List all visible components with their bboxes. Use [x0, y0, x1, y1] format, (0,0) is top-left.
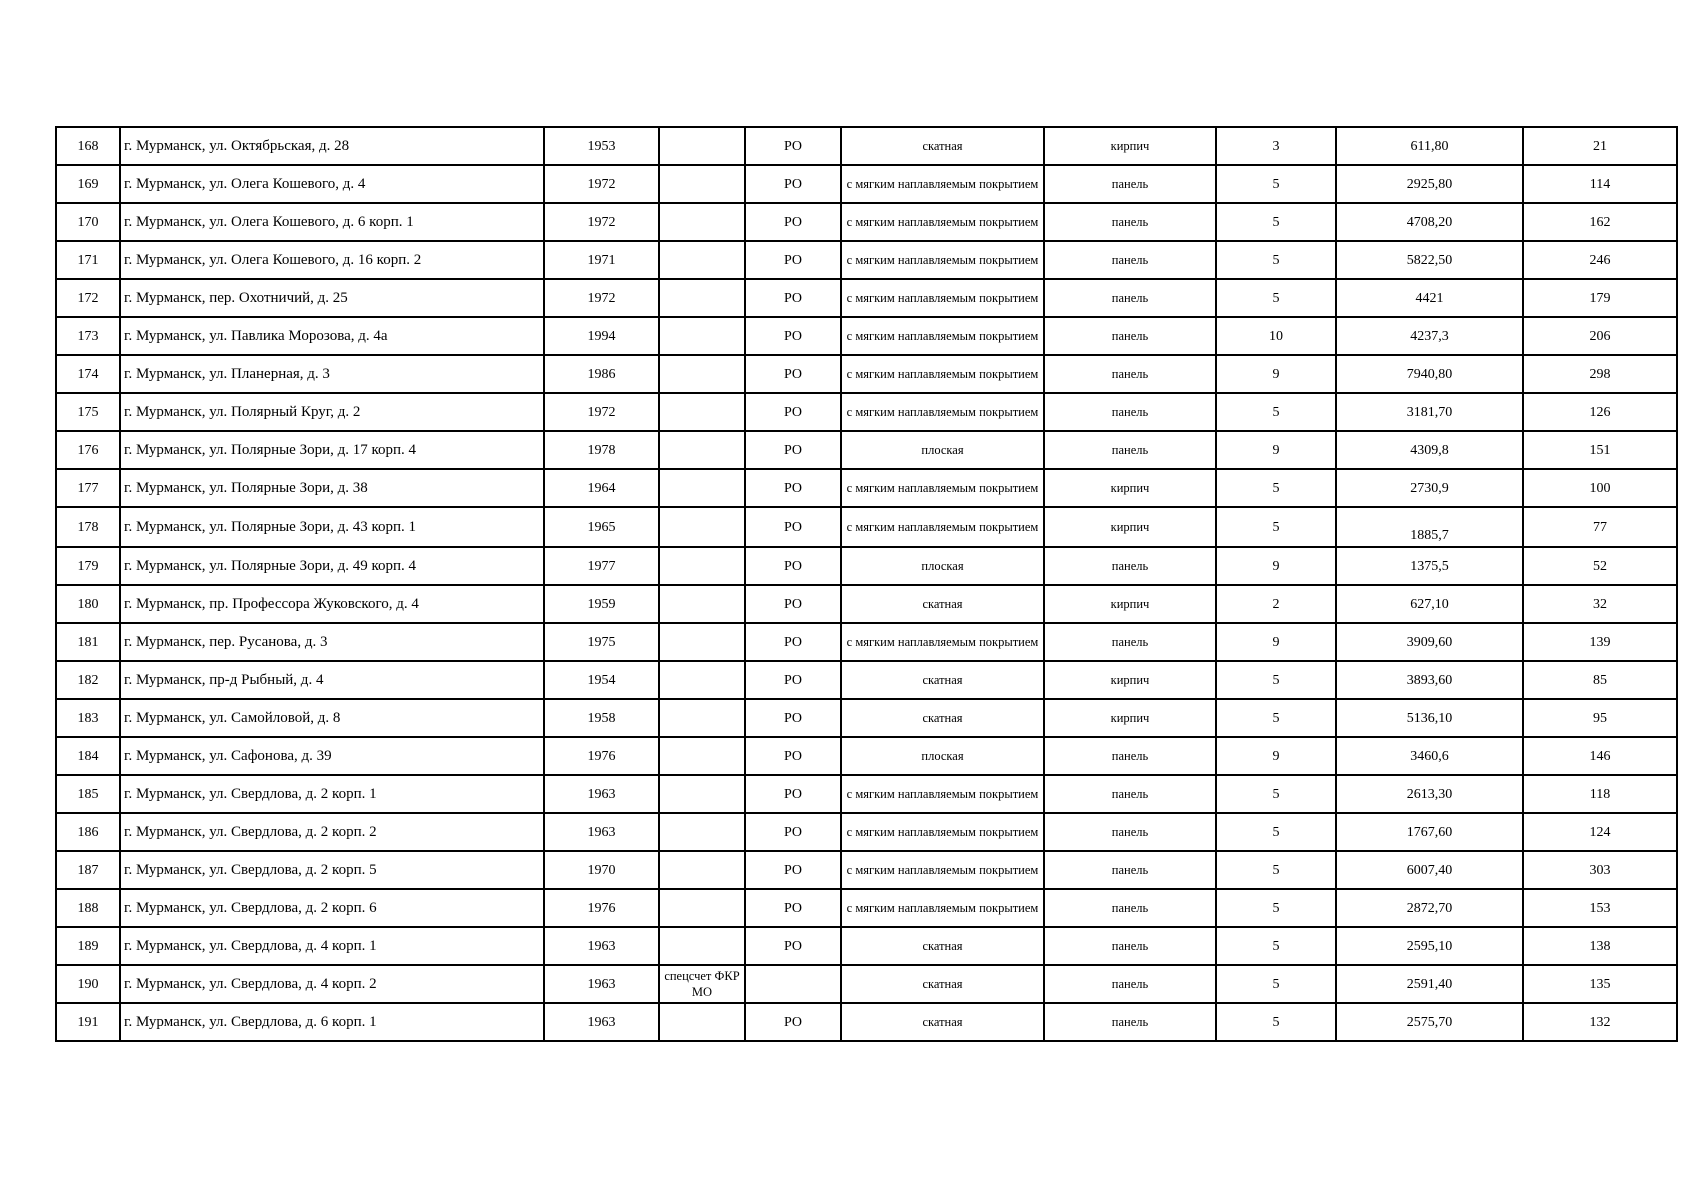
year-built-cell: 1959 [544, 585, 659, 623]
area-cell: 6007,40 [1336, 851, 1523, 889]
floors-cell: 5 [1216, 469, 1336, 507]
area-cell: 2575,70 [1336, 1003, 1523, 1041]
row-number-cell: 189 [56, 927, 120, 965]
floors-cell: 5 [1216, 851, 1336, 889]
residents-cell: 124 [1523, 813, 1677, 851]
floors-cell: 5 [1216, 165, 1336, 203]
table-row [56, 507, 1677, 547]
account-type-cell [659, 927, 745, 965]
housing-registry-table [55, 126, 1678, 1042]
roof-type-cell: с мягким наплавляемым покрытием [841, 507, 1044, 547]
row-number-cell: 180 [56, 585, 120, 623]
row-number-cell: 172 [56, 279, 120, 317]
fund-cell: РО [745, 547, 841, 585]
roof-type-cell: с мягким наплавляемым покрытием [841, 203, 1044, 241]
floors-cell: 5 [1216, 393, 1336, 431]
table-row [56, 279, 1677, 317]
account-type-cell [659, 813, 745, 851]
floors-cell: 9 [1216, 355, 1336, 393]
roof-type-cell: скатная [841, 927, 1044, 965]
table-row [56, 203, 1677, 241]
year-built-cell: 1971 [544, 241, 659, 279]
table-row [56, 737, 1677, 775]
roof-type-cell: с мягким наплавляемым покрытием [841, 889, 1044, 927]
table-row [56, 623, 1677, 661]
address-cell: г. Мурманск, ул. Свердлова, д. 2 корп. 5 [120, 851, 544, 889]
area-cell: 5136,10 [1336, 699, 1523, 737]
year-built-cell: 1975 [544, 623, 659, 661]
account-type-cell [659, 737, 745, 775]
fund-cell: РО [745, 507, 841, 547]
fund-cell: РО [745, 813, 841, 851]
address-cell: г. Мурманск, ул. Октябрьская, д. 28 [120, 127, 544, 165]
row-number-cell: 190 [56, 965, 120, 1003]
account-type-cell [659, 203, 745, 241]
roof-type-cell: с мягким наплавляемым покрытием [841, 165, 1044, 203]
roof-type-cell: плоская [841, 737, 1044, 775]
fund-cell: РО [745, 699, 841, 737]
residents-cell: 303 [1523, 851, 1677, 889]
fund-cell: РО [745, 279, 841, 317]
address-cell: г. Мурманск, ул. Полярные Зори, д. 38 [120, 469, 544, 507]
table-row [56, 317, 1677, 355]
year-built-cell: 1970 [544, 851, 659, 889]
address-cell: г. Мурманск, ул. Сафонова, д. 39 [120, 737, 544, 775]
residents-cell: 138 [1523, 927, 1677, 965]
table-row [56, 699, 1677, 737]
address-cell: г. Мурманск, ул. Свердлова, д. 6 корп. 1 [120, 1003, 544, 1041]
year-built-cell: 1972 [544, 165, 659, 203]
account-type-cell [659, 279, 745, 317]
row-number-cell: 169 [56, 165, 120, 203]
address-cell: г. Мурманск, пер. Охотничий, д. 25 [120, 279, 544, 317]
address-cell: г. Мурманск, пр-д Рыбный, д. 4 [120, 661, 544, 699]
roof-type-cell: скатная [841, 699, 1044, 737]
row-number-cell: 174 [56, 355, 120, 393]
floors-cell: 2 [1216, 585, 1336, 623]
floors-cell: 5 [1216, 241, 1336, 279]
wall-material-cell: панель [1044, 851, 1216, 889]
year-built-cell: 1963 [544, 1003, 659, 1041]
fund-cell: РО [745, 393, 841, 431]
address-cell: г. Мурманск, пер. Русанова, д. 3 [120, 623, 544, 661]
account-type-cell [659, 775, 745, 813]
residents-cell: 52 [1523, 547, 1677, 585]
residents-cell: 132 [1523, 1003, 1677, 1041]
row-number-cell: 170 [56, 203, 120, 241]
area-cell: 3181,70 [1336, 393, 1523, 431]
year-built-cell: 1976 [544, 889, 659, 927]
residents-cell: 126 [1523, 393, 1677, 431]
table-row [56, 241, 1677, 279]
row-number-cell: 177 [56, 469, 120, 507]
fund-cell: РО [745, 127, 841, 165]
wall-material-cell: панель [1044, 813, 1216, 851]
floors-cell: 3 [1216, 127, 1336, 165]
roof-type-cell: с мягким наплавляемым покрытием [841, 393, 1044, 431]
address-cell: г. Мурманск, ул. Планерная, д. 3 [120, 355, 544, 393]
area-cell: 2613,30 [1336, 775, 1523, 813]
residents-cell: 206 [1523, 317, 1677, 355]
roof-type-cell: с мягким наплавляемым покрытием [841, 317, 1044, 355]
wall-material-cell: кирпич [1044, 585, 1216, 623]
table-row [56, 1003, 1677, 1041]
address-cell: г. Мурманск, пр. Профессора Жуковского, д. 4 [120, 585, 544, 623]
fund-cell: РО [745, 585, 841, 623]
fund-cell: РО [745, 851, 841, 889]
address-cell: г. Мурманск, ул. Полярные Зори, д. 17 корп. 4 [120, 431, 544, 469]
area-cell: 627,10 [1336, 585, 1523, 623]
residents-cell: 179 [1523, 279, 1677, 317]
area-cell: 4237,3 [1336, 317, 1523, 355]
address-cell: г. Мурманск, ул. Полярные Зори, д. 43 корп. 1 [120, 507, 544, 547]
wall-material-cell: панель [1044, 317, 1216, 355]
address-cell: г. Мурманск, ул. Свердлова, д. 4 корп. 1 [120, 927, 544, 965]
residents-cell: 95 [1523, 699, 1677, 737]
roof-type-cell: плоская [841, 547, 1044, 585]
roof-type-cell: с мягким наплавляемым покрытием [841, 279, 1044, 317]
area-cell: 2595,10 [1336, 927, 1523, 965]
floors-cell: 9 [1216, 431, 1336, 469]
roof-type-cell: с мягким наплавляемым покрытием [841, 813, 1044, 851]
wall-material-cell: панель [1044, 203, 1216, 241]
account-type-cell [659, 585, 745, 623]
residents-cell: 151 [1523, 431, 1677, 469]
area-cell: 2925,80 [1336, 165, 1523, 203]
address-cell: г. Мурманск, ул. Самойловой, д. 8 [120, 699, 544, 737]
floors-cell: 5 [1216, 965, 1336, 1003]
area-cell: 4708,20 [1336, 203, 1523, 241]
residents-cell: 85 [1523, 661, 1677, 699]
wall-material-cell: панель [1044, 965, 1216, 1003]
roof-type-cell: с мягким наплавляемым покрытием [841, 241, 1044, 279]
roof-type-cell: с мягким наплавляемым покрытием [841, 623, 1044, 661]
wall-material-cell: кирпич [1044, 699, 1216, 737]
year-built-cell: 1963 [544, 965, 659, 1003]
roof-type-cell: с мягким наплавляемым покрытием [841, 775, 1044, 813]
wall-material-cell: панель [1044, 431, 1216, 469]
fund-cell: РО [745, 775, 841, 813]
residents-cell: 114 [1523, 165, 1677, 203]
wall-material-cell: панель [1044, 1003, 1216, 1041]
wall-material-cell: панель [1044, 547, 1216, 585]
row-number-cell: 183 [56, 699, 120, 737]
account-type-cell [659, 507, 745, 547]
year-built-cell: 1963 [544, 813, 659, 851]
account-type-cell [659, 699, 745, 737]
area-cell: 2730,9 [1336, 469, 1523, 507]
wall-material-cell: панель [1044, 775, 1216, 813]
row-number-cell: 184 [56, 737, 120, 775]
fund-cell: РО [745, 469, 841, 507]
address-cell: г. Мурманск, ул. Свердлова, д. 2 корп. 6 [120, 889, 544, 927]
row-number-cell: 186 [56, 813, 120, 851]
floors-cell: 5 [1216, 507, 1336, 547]
address-cell: г. Мурманск, ул. Свердлова, д. 2 корп. 1 [120, 775, 544, 813]
address-cell: г. Мурманск, ул. Полярный Круг, д. 2 [120, 393, 544, 431]
roof-type-cell: скатная [841, 127, 1044, 165]
row-number-cell: 168 [56, 127, 120, 165]
year-built-cell: 1986 [544, 355, 659, 393]
residents-cell: 118 [1523, 775, 1677, 813]
area-cell: 2872,70 [1336, 889, 1523, 927]
account-type-cell [659, 889, 745, 927]
row-number-cell: 176 [56, 431, 120, 469]
floors-cell: 9 [1216, 547, 1336, 585]
fund-cell: РО [745, 317, 841, 355]
wall-material-cell: панель [1044, 927, 1216, 965]
account-type-cell [659, 431, 745, 469]
address-cell: г. Мурманск, ул. Полярные Зори, д. 49 корп. 4 [120, 547, 544, 585]
row-number-cell: 191 [56, 1003, 120, 1041]
table-row [56, 927, 1677, 965]
document-page [55, 126, 1676, 1042]
year-built-cell: 1972 [544, 203, 659, 241]
fund-cell: РО [745, 661, 841, 699]
wall-material-cell: панель [1044, 355, 1216, 393]
wall-material-cell: кирпич [1044, 127, 1216, 165]
area-cell: 1375,5 [1336, 547, 1523, 585]
table-row [56, 775, 1677, 813]
row-number-cell: 182 [56, 661, 120, 699]
account-type-cell [659, 393, 745, 431]
residents-cell: 153 [1523, 889, 1677, 927]
year-built-cell: 1963 [544, 927, 659, 965]
area-cell: 5822,50 [1336, 241, 1523, 279]
address-cell: г. Мурманск, ул. Свердлова, д. 2 корп. 2 [120, 813, 544, 851]
year-built-cell: 1958 [544, 699, 659, 737]
year-built-cell: 1994 [544, 317, 659, 355]
residents-cell: 246 [1523, 241, 1677, 279]
table-row [56, 469, 1677, 507]
floors-cell: 5 [1216, 1003, 1336, 1041]
fund-cell: РО [745, 241, 841, 279]
table-row [56, 165, 1677, 203]
row-number-cell: 188 [56, 889, 120, 927]
year-built-cell: 1963 [544, 775, 659, 813]
floors-cell: 5 [1216, 775, 1336, 813]
account-type-cell [659, 127, 745, 165]
table-body [56, 127, 1677, 1041]
floors-cell: 5 [1216, 661, 1336, 699]
area-cell: 611,80 [1336, 127, 1523, 165]
fund-cell: РО [745, 431, 841, 469]
area-cell: 1767,60 [1336, 813, 1523, 851]
roof-type-cell: с мягким наплавляемым покрытием [841, 355, 1044, 393]
floors-cell: 5 [1216, 699, 1336, 737]
wall-material-cell: кирпич [1044, 469, 1216, 507]
row-number-cell: 179 [56, 547, 120, 585]
address-cell: г. Мурманск, ул. Павлика Морозова, д. 4а [120, 317, 544, 355]
area-cell: 3460,6 [1336, 737, 1523, 775]
row-number-cell: 173 [56, 317, 120, 355]
account-type-cell [659, 851, 745, 889]
table-row [56, 813, 1677, 851]
wall-material-cell: кирпич [1044, 507, 1216, 547]
floors-cell: 5 [1216, 279, 1336, 317]
area-cell: 3893,60 [1336, 661, 1523, 699]
wall-material-cell: панель [1044, 165, 1216, 203]
area-cell: 3909,60 [1336, 623, 1523, 661]
account-type-cell: спецсчет ФКР МО [659, 965, 745, 1003]
floors-cell: 5 [1216, 203, 1336, 241]
year-built-cell: 1954 [544, 661, 659, 699]
wall-material-cell: панель [1044, 393, 1216, 431]
residents-cell: 139 [1523, 623, 1677, 661]
year-built-cell: 1972 [544, 279, 659, 317]
row-number-cell: 178 [56, 507, 120, 547]
fund-cell: РО [745, 927, 841, 965]
account-type-cell [659, 1003, 745, 1041]
residents-cell: 298 [1523, 355, 1677, 393]
wall-material-cell: кирпич [1044, 661, 1216, 699]
account-type-cell [659, 547, 745, 585]
year-built-cell: 1953 [544, 127, 659, 165]
floors-cell: 9 [1216, 737, 1336, 775]
account-type-cell [659, 661, 745, 699]
row-number-cell: 181 [56, 623, 120, 661]
area-cell: 7940,80 [1336, 355, 1523, 393]
area-cell: 2591,40 [1336, 965, 1523, 1003]
year-built-cell: 1977 [544, 547, 659, 585]
table-row [56, 127, 1677, 165]
account-type-cell [659, 165, 745, 203]
roof-type-cell: плоская [841, 431, 1044, 469]
fund-cell: РО [745, 889, 841, 927]
fund-cell [745, 965, 841, 1003]
residents-cell: 100 [1523, 469, 1677, 507]
wall-material-cell: панель [1044, 737, 1216, 775]
wall-material-cell: панель [1044, 623, 1216, 661]
roof-type-cell: скатная [841, 965, 1044, 1003]
residents-cell: 77 [1523, 507, 1677, 547]
table-row [56, 661, 1677, 699]
roof-type-cell: с мягким наплавляемым покрытием [841, 851, 1044, 889]
residents-cell: 21 [1523, 127, 1677, 165]
wall-material-cell: панель [1044, 889, 1216, 927]
residents-cell: 32 [1523, 585, 1677, 623]
residents-cell: 146 [1523, 737, 1677, 775]
table-row [56, 431, 1677, 469]
floors-cell: 5 [1216, 813, 1336, 851]
wall-material-cell: панель [1044, 279, 1216, 317]
row-number-cell: 175 [56, 393, 120, 431]
fund-cell: РО [745, 1003, 841, 1041]
area-cell: 4421 [1336, 279, 1523, 317]
table-row [56, 547, 1677, 585]
floors-cell: 10 [1216, 317, 1336, 355]
row-number-cell: 187 [56, 851, 120, 889]
table-row [56, 393, 1677, 431]
wall-material-cell: панель [1044, 241, 1216, 279]
year-built-cell: 1965 [544, 507, 659, 547]
address-cell: г. Мурманск, ул. Олега Кошевого, д. 6 корп. 1 [120, 203, 544, 241]
row-number-cell: 185 [56, 775, 120, 813]
year-built-cell: 1976 [544, 737, 659, 775]
table-row [56, 889, 1677, 927]
fund-cell: РО [745, 165, 841, 203]
area-cell: 1885,7 [1336, 507, 1523, 547]
floors-cell: 5 [1216, 927, 1336, 965]
roof-type-cell: скатная [841, 1003, 1044, 1041]
account-type-cell [659, 241, 745, 279]
roof-type-cell: скатная [841, 585, 1044, 623]
area-cell: 4309,8 [1336, 431, 1523, 469]
account-type-cell [659, 469, 745, 507]
account-type-cell [659, 623, 745, 661]
fund-cell: РО [745, 737, 841, 775]
address-cell: г. Мурманск, ул. Свердлова, д. 4 корп. 2 [120, 965, 544, 1003]
address-cell: г. Мурманск, ул. Олега Кошевого, д. 4 [120, 165, 544, 203]
roof-type-cell: с мягким наплавляемым покрытием [841, 469, 1044, 507]
floors-cell: 9 [1216, 623, 1336, 661]
account-type-cell [659, 355, 745, 393]
fund-cell: РО [745, 623, 841, 661]
table-row [56, 355, 1677, 393]
residents-cell: 162 [1523, 203, 1677, 241]
residents-cell: 135 [1523, 965, 1677, 1003]
year-built-cell: 1972 [544, 393, 659, 431]
address-cell: г. Мурманск, ул. Олега Кошевого, д. 16 корп. 2 [120, 241, 544, 279]
account-type-cell [659, 317, 745, 355]
fund-cell: РО [745, 355, 841, 393]
row-number-cell: 171 [56, 241, 120, 279]
table-row [56, 585, 1677, 623]
roof-type-cell: скатная [841, 661, 1044, 699]
fund-cell: РО [745, 203, 841, 241]
table-row [56, 851, 1677, 889]
table-row [56, 965, 1677, 1003]
year-built-cell: 1978 [544, 431, 659, 469]
floors-cell: 5 [1216, 889, 1336, 927]
year-built-cell: 1964 [544, 469, 659, 507]
